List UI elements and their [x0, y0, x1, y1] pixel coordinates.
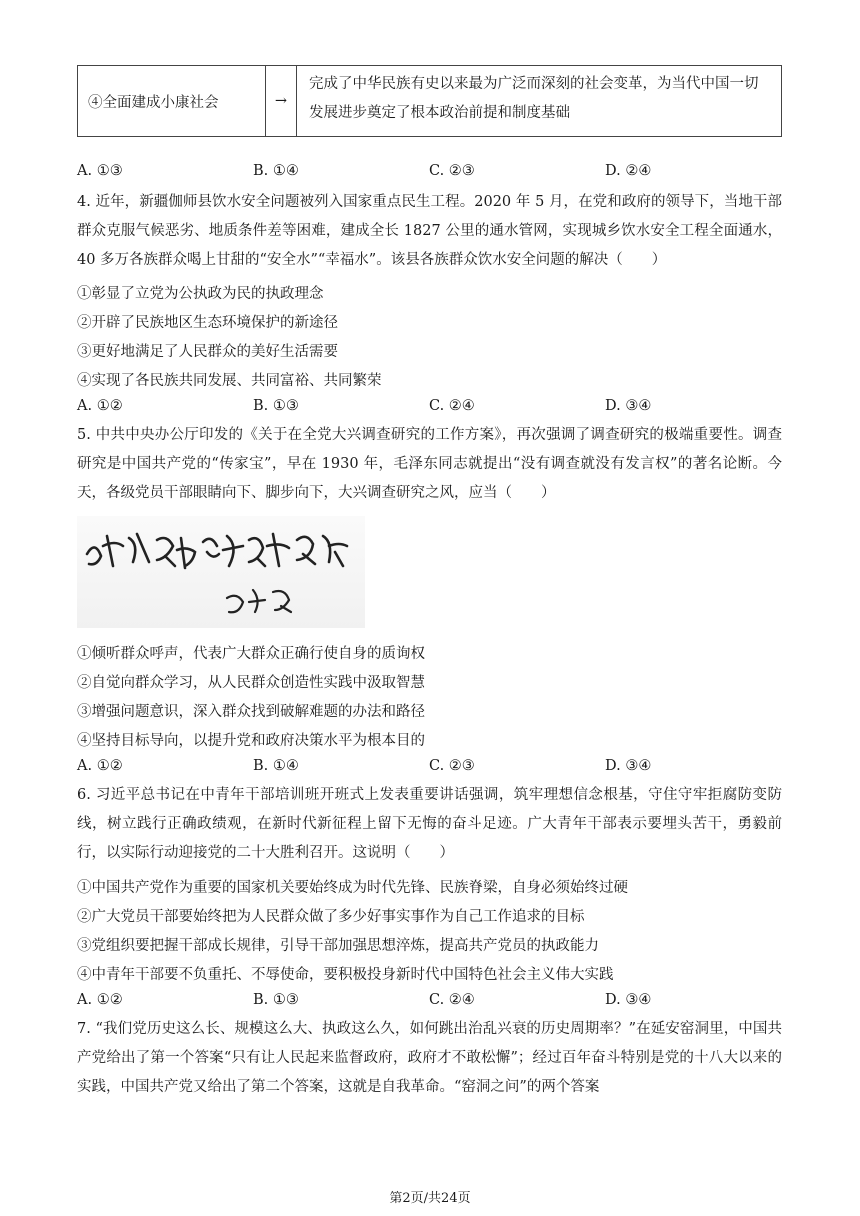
option-a: A. ①③ — [77, 163, 123, 179]
calligraphy-image — [77, 516, 365, 628]
option-b: B. ①③ — [253, 992, 299, 1008]
q6-item-3: ③党组织要把握干部成长规律，引导干部加强思想淬炼，提高共产党员的执政能力 — [77, 938, 599, 954]
option-a: A. ①② — [77, 398, 123, 414]
q6-item-4: ④中青年干部要不负重托、不辱使命，要积极投身新时代中国特色社会主义伟大实践 — [77, 967, 614, 983]
option-b: B. ①④ — [253, 163, 299, 179]
q5-item-1: ①倾听群众呼声，代表广大群众正确行使自身的质询权 — [77, 646, 425, 662]
q5-item-4: ④坚持目标导向，以提升党和政府决策水平为根本目的 — [77, 733, 425, 749]
option-c: C. ②③ — [429, 163, 475, 179]
option-d: D. ③④ — [605, 992, 652, 1008]
q4-stem: 4. 近年，新疆伽师县饮水安全问题被列入国家重点民生工程。2020 年 5 月，在党和政府的领导下，当地干部群众克服气候恶劣、地质条件差等困难，建成全长 1827 公里的通水管网，实现城乡饮水安全工程全面通水，40 多万各族群众喝上甘甜的“安全水”“幸福水”。该县各族群众饮水安全问题的解决（ ） — [77, 194, 782, 268]
q4-options — [77, 398, 782, 420]
q4-item-1: ①彰显了立党为公执政为民的执政理念 — [77, 286, 324, 302]
option-a: A. ①② — [77, 992, 123, 1008]
option-c: C. ②④ — [429, 992, 475, 1008]
q4-item-4: ④实现了各民族共同发展、共同富裕、共同繁荣 — [77, 373, 382, 389]
q3-options — [77, 163, 782, 185]
option-d: D. ③④ — [605, 758, 652, 774]
option-b: B. ①③ — [253, 398, 299, 414]
option-b: B. ①④ — [253, 758, 299, 774]
q6-stem: 6. 习近平总书记在中青年干部培训班开班式上发表重要讲话强调，筑牢理想信念根基，守住守牢拒腐防变防线，树立践行正确政绩观，在新时代新征程上留下无悔的奋斗足迹。广大青年干部表示要埋头苦干，勇毅前行，以实际行动迎接党的二十大胜利召开。这说明（ ） — [77, 787, 782, 861]
table-cell-term: ④全面建成小康社会 — [78, 66, 266, 136]
q5-stem: 5. 中共中央办公厅印发的《关于在全党大兴调查研究的工作方案》，再次强调了调查研究的极端重要性。调查研究是中国共产党的“传家宝”，早在 1930 年，毛泽东同志就提出“没有调查就没有发言权”的著名论断。今天，各级党员干部眼睛向下、脚步向下，大兴调查研究之风，应当（ ） — [77, 427, 782, 501]
q4-item-2: ②开辟了民族地区生态环境保护的新途径 — [77, 315, 338, 331]
table-cell-meaning: 完成了中华民族有史以来最为广泛而深刻的社会变革，为当代中国一切发展进步奠定了根本政治前提和制度基础 — [309, 76, 759, 121]
option-a: A. ①② — [77, 758, 123, 774]
option-d: D. ②④ — [605, 163, 652, 179]
q6-item-1: ①中国共产党作为重要的国家机关要始终成为时代先锋、民族脊梁，自身必须始终过硬 — [77, 880, 628, 896]
q6-options — [77, 992, 782, 1014]
q5-options — [77, 758, 782, 780]
page-footer: 第2页/共24页 — [389, 1191, 471, 1206]
q4-item-3: ③更好地满足了人民群众的美好生活需要 — [77, 344, 338, 360]
q6-item-2: ②广大党员干部要始终把为人民群众做了多少好事实事作为自己工作追求的目标 — [77, 909, 585, 925]
q5-item-2: ②自觉向群众学习，从人民群众创造性实践中汲取智慧 — [77, 675, 425, 691]
q5-item-3: ③增强问题意识，深入群众找到破解难题的办法和路径 — [77, 704, 425, 720]
option-d: D. ③④ — [605, 398, 652, 414]
option-c: C. ②④ — [429, 398, 475, 414]
handwriting-icon — [77, 516, 365, 628]
option-c: C. ②③ — [429, 758, 475, 774]
answer-table — [77, 65, 782, 137]
q7-stem: 7. “我们党历史这么长、规模这么大、执政这么久，如何跳出治乱兴衰的历史周期率？”在延安窑洞里，中国共产党给出了第一个答案“只有让人民起来监督政府，政府才不敢松懈”；经过百年奋斗特别是党的十八大以来的实践，中国共产党又给出了第二个答案，这就是自我革命。“窑洞之问”的两个答案 — [77, 1021, 782, 1095]
arrow-icon: → — [266, 66, 297, 136]
